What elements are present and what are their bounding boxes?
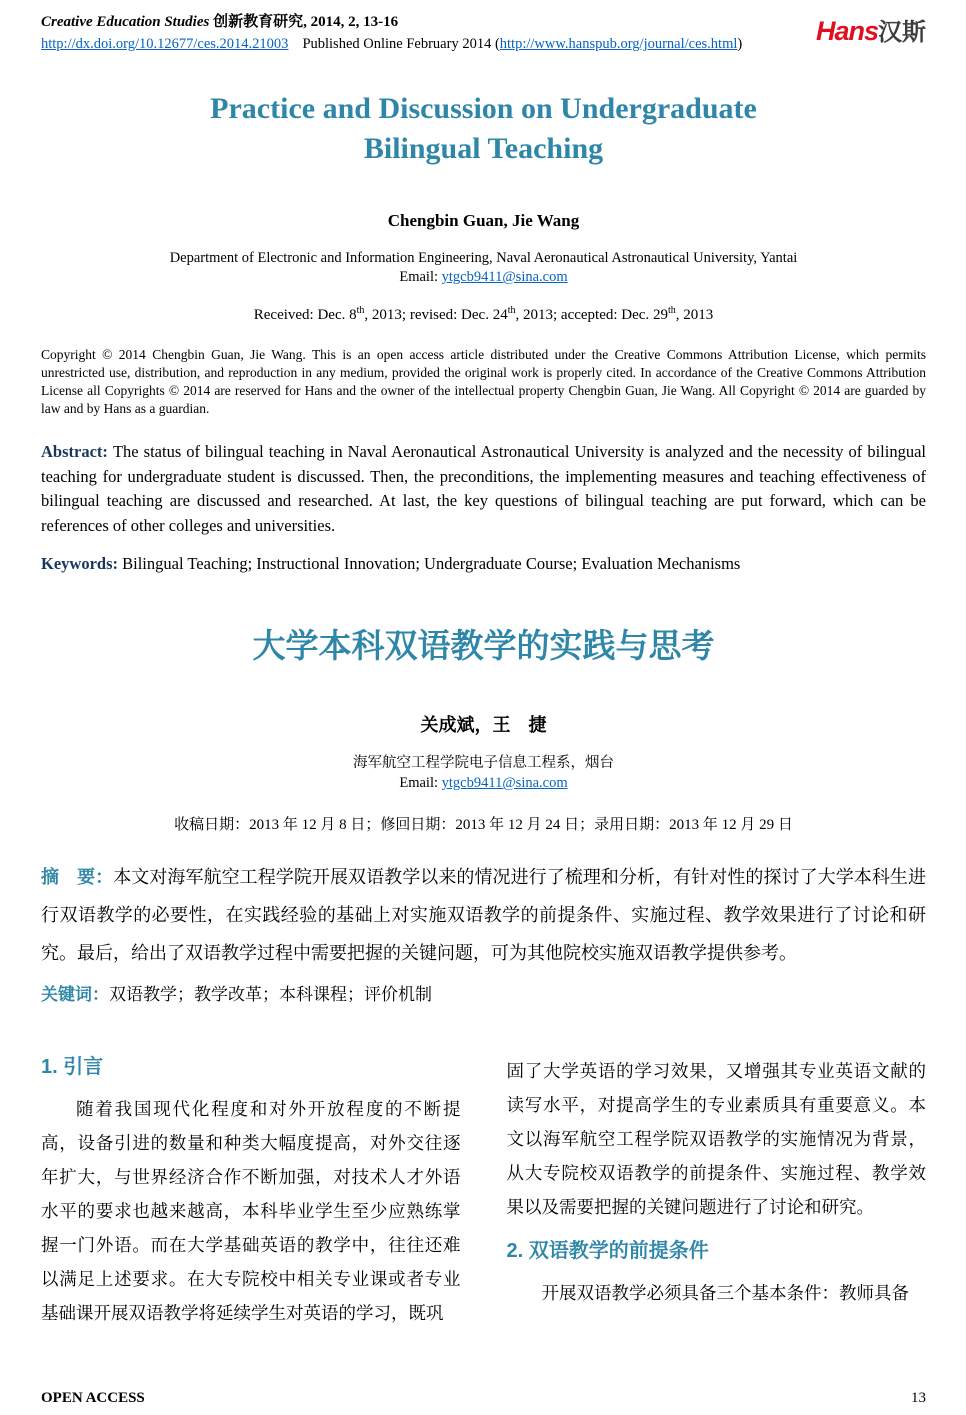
email-line-zh [41,773,926,793]
email-label-zh: Email: [399,775,442,791]
received-part-3: , 2013; accepted: Dec. 29 [515,307,668,323]
keywords-label-en: Keywords: [41,554,123,573]
section-1-paragraph: 随着我国现代化程度和对外开放程度的不断提高，设备引进的数量和种类大幅度提高，对外交往逐年扩大，与世界经济合作不断加强，对技术人才外语水平的要求也越来越高，本科毕业学生至少应熟练掌握一门外语。而在大学基础英语的教学中，往往还难以满足上述要求。在大专院校中相关专业课或者专业基础课开展双语教学将延续学生对英语的学习，既巩 [41,1099,461,1323]
article-title-en [41,89,926,169]
page-header [41,10,926,53]
article-title-en-line1: Practice and Discussion on Undergraduate [210,92,757,125]
received-line [41,307,926,324]
copyright-notice: Copyright © 2014 Chengbin Guan, Jie Wang. This is an open access article distributed under the Creative Commons Attribution License, which permits unrestricted use, distribution, and reproduction in any medium, provided the original work is properly cited. In accordance of the Creative Commons Attribution License all Copyrights © 2014 are reserved for Hans and the owner of the intellectual property Chengbin Guan, Jie Wang. All Copyright © 2014 are guarded by law and by Hans as a guardian. [41,347,926,416]
affiliation-zh: 海军航空工程学院电子信息工程系，烟台 [353,755,614,771]
right-column [507,1054,927,1330]
received-part-4: , 2013 [675,307,714,323]
keywords-zh [41,980,926,1010]
email-line-en [41,268,926,287]
hans-logo-hanzi: 汉斯 [878,19,926,46]
published-online-text: Published Online February 2014 ( [302,36,500,52]
ordinal-suffix: th [667,305,676,316]
affiliation-block-en [41,249,926,287]
affiliation-en: Department of Electronic and Information Engineering, Naval Aeronautical Astronautical University, Yantai [169,250,798,266]
received-part-2: , 2013; revised: Dec. 24 [364,307,508,323]
journal-info [41,10,742,53]
journal-citation-rest: 创新教育研究, 2014, 2, 13-16 [209,14,399,30]
email-link-zh[interactable]: ytgcb9411@sina.com [441,775,568,791]
article-title-en-line2: Bilingual Teaching [363,132,604,165]
two-column-body [41,1054,926,1330]
keywords-en [41,554,926,574]
section-2-paragraph: 开展双语教学必须具备三个基本条件：教师具备 [541,1283,909,1303]
journal-citation [41,10,742,31]
abstract-en [41,440,926,538]
published-online-close: ) [737,36,743,52]
ordinal-suffix: th [507,305,516,316]
keywords-text-en: Bilingual Teaching; Instructional Innovation; Undergraduate Course; Evaluation Mechanisms [122,554,741,573]
section-1-heading: 1. 引言 [41,1056,104,1078]
left-column [41,1054,461,1330]
authors-zh: 关成斌，王 捷 [420,715,547,735]
article-title-zh: 大学本科双语教学的实践与思考 [252,629,715,665]
open-access-label: OPEN ACCESS [41,1390,145,1406]
received-part-1: Received: Dec. 8 [253,307,357,323]
abstract-label-zh: 摘 要： [41,867,114,887]
ordinal-suffix: th [356,305,365,316]
journal-name: Creative Education Studies [41,14,210,30]
authors-en: Chengbin Guan, Jie Wang [387,211,580,230]
page-footer [41,1390,926,1407]
keywords-text-zh: 双语教学；教学改革；本科课程；评价机制 [109,985,432,1004]
abstract-zh [41,858,926,972]
abstract-label-en: Abstract: [41,442,113,461]
section-1-paragraph-continued: 固了大学英语的学习效果，又增强其专业英语文献的读写水平，对提高学生的专业素质具有重要意义。本文以海军航空工程学院双语教学的实施情况为背景，从大专院校双语教学的前提条件、实施过程、教学效果以及需要把握的关键问题进行了讨论和研究。 [506,1061,926,1217]
hans-publisher-logo [816,10,926,47]
doi-link[interactable]: http://dx.doi.org/10.12677/ces.2014.21003 [41,36,289,52]
affiliation-block-zh [41,753,926,793]
email-label-en: Email: [399,269,442,285]
abstract-text-en: The status of bilingual teaching in Naval Aeronautical Astronautical University is analyzed and the necessity of bilingual teaching for undergraduate student is discussed. Then, the preconditions, the implementing measures and teaching effectiveness of bilingual teaching are discussed and researched. At last, the key questions of bilingual teaching are put forward, which can be references of other colleges and universities. [41,442,926,535]
section-2-heading: 2. 双语教学的前提条件 [506,1240,709,1262]
dates-line-zh: 收稿日期：2013 年 12 月 8 日；修回日期：2013 年 12 月 24 日；录用日期：2013 年 12 月 29 日 [174,817,793,833]
keywords-label-zh: 关键词： [41,985,109,1004]
page-number: 13 [911,1390,926,1406]
journal-url-link[interactable]: http://www.hanspub.org/journal/ces.html [499,36,738,52]
email-link-en[interactable]: ytgcb9411@sina.com [441,269,568,285]
hans-logo-text: Hans [815,16,878,46]
doi-line [41,36,742,53]
abstract-text-zh: 本文对海军航空工程学院开展双语教学以来的情况进行了梳理和分析，有针对性的探讨了大学本科生进行双语教学的必要性，在实践经验的基础上对实施双语教学的前提条件、实施过程、教学效果进行了讨论和研究。最后，给出了双语教学过程中需要把握的关键问题，可为其他院校实施双语教学提供参考。 [41,867,926,963]
